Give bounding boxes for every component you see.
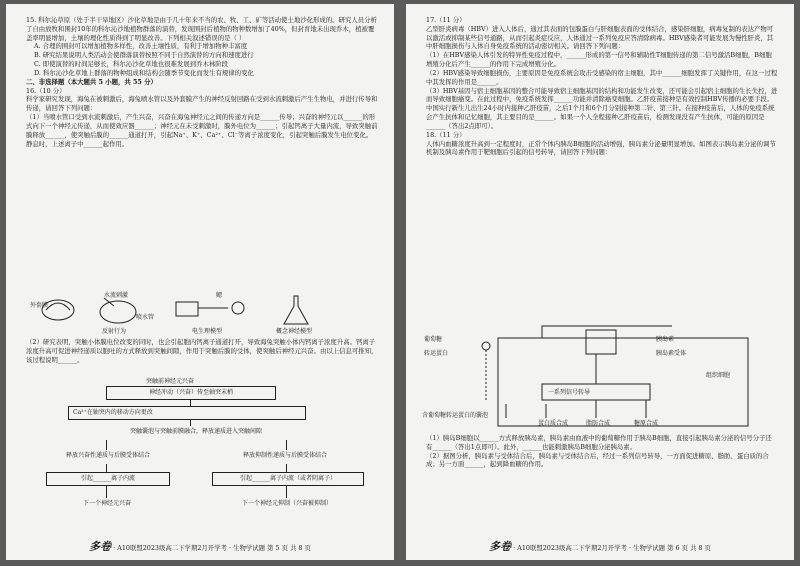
fig1-label-model: 电生理模型 xyxy=(192,328,223,335)
fig-label-product-protein: 蛋白质合成 xyxy=(538,420,569,427)
flow-arrow-1 xyxy=(190,400,191,406)
q15-option-b: B. 研究结果说明人类活动会使群落演替按照不同于自然演替的方向和速度进行 xyxy=(34,51,254,60)
flow-arrow-3a xyxy=(106,440,107,450)
flow-box-5a: 引起______离子内流 xyxy=(46,472,170,486)
q16-intro: 科学家研究发现，海兔在被刺激后，海兔喷水管以及外套膜产生的神经反射回路在受到水流刺激后产生生物电，并进行传导和传递，请回答下列问题： xyxy=(26,95,378,113)
fig-label-product-fat: 脂肪合成 xyxy=(586,420,611,427)
q17-part3: （3）HBV基因与宿主细胞基因的整合可能导致宿主细胞基因的结构和功能发生改变，还可能会引起宿主细胞的生长失控，进而导致细胞癌变。在此过程中，免疫系统发挥______功能并清除癌变细胞。乙肝疫苗接种是有效控制HBV传播的必要手段。中国实行新生儿出生24小时内接种乙肝疫苗，之后1个月和6个月分别接种第二针、第三针。在接种疫苗后，人体的免疫系统会产生抗体和记忆细胞，其主要目的是______。如果一个人全程接种乙肝疫苗后，检测发现没有产生抗体，可能的原因是______（答出2点即可）。 xyxy=(426,86,778,130)
fig1-label-gill: 鳃 xyxy=(216,292,223,299)
flow-box-4a: 释放兴奋性递质与后膜受体结合 xyxy=(28,450,188,462)
fig-label-product-glycogen: 糖原合成 xyxy=(634,420,659,427)
right-footer xyxy=(406,538,794,554)
right-footer-text: · A10联盟2023级高二下学期2月开学考 · 生物学试题 第 6 页 共 8 页 xyxy=(513,544,711,552)
q15-option-d: D. 科尔沁沙化草地上群落的物种组成和结构会随季节变化而发生有规律的变化 xyxy=(34,68,254,77)
left-page xyxy=(6,4,394,560)
flow-box-1: 神经冲动（兴奋）传至轴突末梢 xyxy=(106,386,276,400)
flow-arrow-4a xyxy=(106,464,107,472)
q16-part2-block xyxy=(26,338,378,364)
left-footer-brand: 多卷 xyxy=(89,540,112,553)
q17-title: 17.（11 分） xyxy=(426,16,466,24)
fig1-label-reflex: 反射行为 xyxy=(102,328,127,335)
q15-option-c: C. 即使演替的时间足够长，科尔沁沙化草地也很难发展到乔木林阶段 xyxy=(34,60,229,69)
q16-title: 16.（10 分） xyxy=(26,86,66,95)
flow-box-6b: 下一个神经元抑制（兴奋被抑制） xyxy=(212,498,362,510)
flow-arrow-4b xyxy=(286,464,287,472)
left-footer-text: · A10联盟2023级高二下学期2月开学考 · 生物学试题 第 5 页 共 8 页 xyxy=(113,544,311,552)
q16-part2: （2）研究表明，突触小体膜电位改变的同时，也会引起胞内钙离子通道打开，导致海兔突触小体内钙离子浓度升高。钙离子浓度升高可促进神经递质以胞吐的方式释放到突触间隙，作用于突触后膜的受体，使突触后神经元兴奋。由以上信息可推知，该过程说明______。 xyxy=(26,338,378,364)
flow-arrow-2 xyxy=(190,420,191,426)
q18-part1: （1）胰岛B细胞以______方式释放胰岛素，胰岛素由血液中的葡萄糖作用于胰岛B细胞，直接引起胰岛素分泌的信号分子还有______（答出1点即可）。此外，______也能刺激胰岛B细胞分泌胰岛素。 xyxy=(426,434,772,451)
flow-arrow-5b xyxy=(286,486,287,498)
flow-arrow-5a xyxy=(106,486,107,498)
fig1-label-concept: 概念神经模型 xyxy=(276,328,313,335)
right-footer-brand: 多卷 xyxy=(489,540,512,553)
question-15 xyxy=(26,16,378,148)
q18-title: 18.（11 分） xyxy=(426,130,466,139)
fig-label-transporter: 转运蛋白 xyxy=(424,350,449,357)
right-page xyxy=(406,4,794,560)
fig-label-cascade: 一系列信号转导 xyxy=(548,389,591,396)
q17-part1: （1）在HBV感染人体引发的特异性免疫过程中，______形成的第一信号和辅助性T细胞传递的第二信号激活B细胞，B细胞增殖分化后产生______的作用下完成增殖分化。 xyxy=(426,51,772,69)
q15-stem: 15. 科尔沁草原（处于半干旱地区）沙化草地是由于几十年来不当的农、牧、工、矿等活动使土地沙化形成的。研究人员分析了自由放牧和围封10年的科尔沁沙地植物群落的演替，发现围封后植物的物种数增加了40%，但封育地未出现乔木，植被覆盖率明显增加，土壤的理化性质得到了明显改善。下列相关叙述错误的是（ ） xyxy=(26,16,377,42)
q17-intro: 乙型肝炎病毒（HBV）进入人体后，通过其表面的包膜蛋白与肝细胞表面的受体结合，感染肝细胞，病毒复制的表达产物可以激活或抑制某些信号通路，从而引起炎症反应，人体通过一系列免疫应答清除病毒。HBV感染者可能发展为慢性肝炎，其中肝细胞损伤与人体自身免疫系统的活动密切相关。请回答下列问题： xyxy=(426,24,774,51)
fig-label-vesicle: 含葡萄糖转运蛋白的囊泡 xyxy=(422,412,489,419)
flow-box-5b: 引起______离子内流（或者阴离子） xyxy=(212,472,364,486)
flow-box-3: 突触囊泡与突触前膜融合，释放递质进入突触间隙 xyxy=(68,426,324,438)
question-17 xyxy=(426,16,778,157)
flow-arrow-3b xyxy=(286,440,287,450)
fig-label-receptor: 胰岛素受体 xyxy=(656,350,687,357)
section-2-heading: 二、非选择题（本大题共 5 小题，共 55 分） xyxy=(26,77,157,86)
fig1-label-siphon: 喷水管 xyxy=(136,314,155,321)
left-footer xyxy=(6,538,394,554)
fig-label-cell: 组织细胞 xyxy=(706,372,731,379)
fig-label-glucose: 葡萄糖 xyxy=(424,336,443,343)
fig-label-insulin: 胰岛素 xyxy=(656,336,675,343)
q18-part2: （2）据图分析，胰岛素与受体结合后，胰岛素与受体结合后，经过一系列信号转导，一方面促进糖原、脂肪、蛋白质的合成；另一方面______，起到降血糖的作用。 xyxy=(426,451,769,469)
flow-box-4b: 释放抑制性递质与后膜受体结合 xyxy=(202,450,368,462)
flow-box-6a: 下一个神经元兴奋 xyxy=(46,498,168,510)
q17-part2: （2）HBV感染导致细胞损伤，主要原因是免疫系统会攻击受感染的宿主细胞，其中______细胞发挥了关键作用，在这一过程中其发挥的作用是______。 xyxy=(426,68,778,86)
q15-option-a: A. 合理的围封可以增加植物多样性，改善土壤性质，有利于增加物种丰富度 xyxy=(34,42,248,51)
q18-intro: 人体内血糖浓度升高到一定程度时，正常个体内胰岛B细胞的活动增强，胰岛素分泌量明显增加。如图表示胰岛素分泌的调节机制及胰岛素作用于靶细胞后引起的信号转导，请回答下列问题： xyxy=(426,139,776,157)
flow-top-label: 突触前神经元兴奋 xyxy=(146,378,195,385)
q16-part1: （1）当喷水管口受到水流刺激后，产生兴奋，兴奋在海兔神经元之间的传递方向是______传导；兴奋的神经元以______的形式向下一个神经元传递，从而使效应器______；神经元在未受刺激时，膜外电位为______；引起钙离子大量内流，导致突触前膜释放______，使突触后膜的______通道打开，引起Na⁺、K⁺、Ca²⁺、Cl⁻等离子浓度变化，引起突触后膜发生电位变化。静息时，上述离子中______起作用。 xyxy=(26,113,378,148)
flow-box-2: Ca²⁺在轴突内的移动方向更改 xyxy=(68,406,306,420)
fig1-label-mantle: 外套膜 xyxy=(30,302,49,309)
fig1-label-water: 水流刺激 xyxy=(104,292,129,299)
question-18-parts xyxy=(426,434,778,469)
